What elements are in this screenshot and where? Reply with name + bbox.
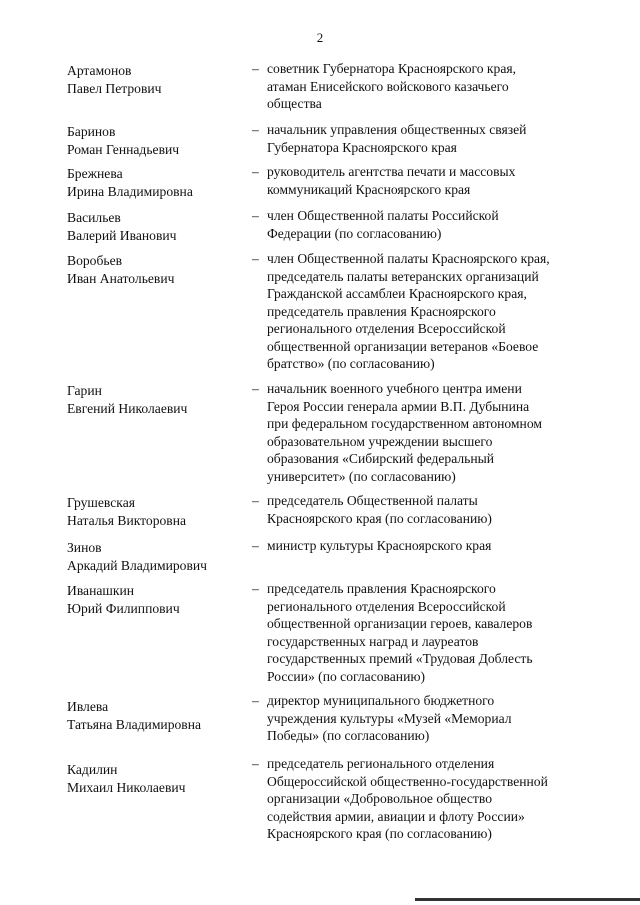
role-line: Героя России генерала армии В.П. Дубынина — [267, 398, 530, 414]
role-line: при федеральном государственном автономном — [267, 416, 542, 431]
dash: – — [252, 251, 259, 266]
bottom-scan-rule — [415, 898, 640, 901]
role-line: министр культуры Красноярского края — [267, 538, 492, 553]
role-line: председатель правления Красноярского — [267, 303, 496, 319]
member-role — [267, 755, 597, 843]
member-name — [67, 761, 247, 797]
member-given-names: Аркадий Владимирович — [67, 558, 207, 573]
role-line: директор муниципального бюджетного — [267, 693, 495, 708]
role-line: начальник управления общественных связей — [267, 122, 527, 137]
role-line: Красноярского края (по согласованию) — [267, 826, 492, 841]
role-line: учреждения культуры «Музей «Мемориал — [267, 710, 512, 726]
member-given-names: Роман Геннадьевич — [67, 142, 180, 157]
member-role — [267, 60, 597, 113]
dash: – — [252, 693, 259, 708]
dash: – — [252, 493, 259, 508]
member-surname: Ивлева — [67, 699, 109, 714]
role-line: председатель Общественной палаты — [267, 493, 478, 508]
role-line: председатель регионального отделения — [267, 756, 495, 771]
member-surname: Грушевская — [67, 495, 135, 510]
dash: – — [252, 581, 259, 596]
role-line: Общероссийской общественно-государственной — [267, 773, 548, 789]
dash: – — [252, 164, 259, 179]
role-line: содействия армии, авиации и флоту России» — [267, 808, 525, 824]
member-role — [267, 121, 597, 156]
member-given-names: Евгений Николаевич — [67, 401, 188, 416]
role-line: общественной организации ветеранов «Боевое — [267, 338, 539, 354]
member-surname: Воробьев — [67, 253, 123, 268]
member-given-names: Иван Анатольевич — [67, 271, 175, 286]
member-role — [267, 207, 597, 242]
member-given-names: Наталья Викторовна — [67, 513, 187, 528]
member-surname: Иванашкин — [67, 583, 135, 598]
role-line: начальник военного учебного центра имени — [267, 381, 522, 396]
member-name — [67, 123, 247, 159]
member-name — [67, 539, 247, 575]
role-line: университет» (по согласованию) — [267, 468, 456, 484]
member-given-names: Михаил Николаевич — [67, 780, 186, 795]
role-line: братство» (по согласованию) — [267, 356, 435, 371]
role-line: Губернатора Красноярского края — [267, 139, 457, 155]
page-number: 2 — [316, 30, 324, 45]
member-role — [267, 380, 597, 485]
role-line: Красноярского края (по согласованию) — [267, 510, 492, 526]
member-given-names: Валерий Иванович — [67, 228, 177, 243]
member-surname: Артамонов — [67, 63, 132, 78]
role-line: руководитель агентства печати и массовых — [267, 164, 516, 179]
member-role — [267, 537, 597, 555]
role-line: государственных наград и лауреатов — [267, 633, 479, 649]
member-surname: Брежнева — [67, 166, 123, 181]
member-role — [267, 163, 597, 198]
role-line: организации «Добровольное общество — [267, 791, 493, 806]
dash: – — [252, 61, 259, 76]
role-line: образовательном учреждении высшего — [267, 433, 493, 449]
role-line: коммуникаций Красноярского края — [267, 181, 471, 197]
role-line: атаман Енисейского войскового казачьего — [267, 78, 509, 94]
role-line: регионального отделения Всероссийской — [267, 321, 506, 336]
role-line: член Общественной палаты Красноярского края, — [267, 251, 550, 266]
member-role — [267, 580, 597, 685]
member-surname: Баринов — [67, 124, 116, 139]
role-line: советник Губернатора Красноярского края, — [267, 61, 517, 76]
member-role — [267, 492, 597, 527]
member-name — [67, 209, 247, 245]
member-name — [67, 252, 247, 288]
role-line: общественной организации героев, кавалеров — [267, 616, 533, 631]
role-line: Победы» (по согласованию) — [267, 728, 430, 743]
member-role — [267, 692, 597, 745]
member-surname: Зинов — [67, 540, 102, 555]
member-name — [67, 582, 247, 618]
member-given-names: Ирина Владимировна — [67, 184, 193, 199]
role-line: член Общественной палаты Российской — [267, 208, 499, 223]
role-line: образования «Сибирский федеральный — [267, 451, 495, 466]
member-given-names: Татьяна Владимировна — [67, 717, 202, 732]
member-name — [67, 165, 247, 201]
member-role — [267, 250, 597, 373]
member-surname: Васильев — [67, 210, 121, 225]
member-name — [67, 494, 247, 530]
dash: – — [252, 756, 259, 771]
role-line: регионального отделения Всероссийской — [267, 598, 506, 614]
member-surname: Кадилин — [67, 762, 118, 777]
member-surname: Гарин — [67, 383, 102, 398]
role-line: России» (по согласованию) — [267, 668, 426, 684]
dash: – — [252, 381, 259, 396]
member-given-names: Павел Петрович — [67, 81, 162, 96]
member-given-names: Юрий Филиппович — [67, 601, 180, 616]
role-line: председатель правления Красноярского — [267, 581, 496, 596]
member-name — [67, 382, 247, 418]
role-line: Гражданской ассамблеи Красноярского края, — [267, 286, 527, 301]
dash: – — [252, 538, 259, 553]
role-line: председатель палаты ветеранских организаций — [267, 268, 539, 284]
role-line: Федерации (по согласованию) — [267, 225, 442, 241]
dash: – — [252, 208, 259, 223]
dash: – — [252, 122, 259, 137]
member-name — [67, 698, 247, 734]
role-line: государственных премий «Трудовая Доблесть — [267, 651, 533, 666]
member-name — [67, 62, 247, 98]
role-line: общества — [267, 96, 322, 111]
